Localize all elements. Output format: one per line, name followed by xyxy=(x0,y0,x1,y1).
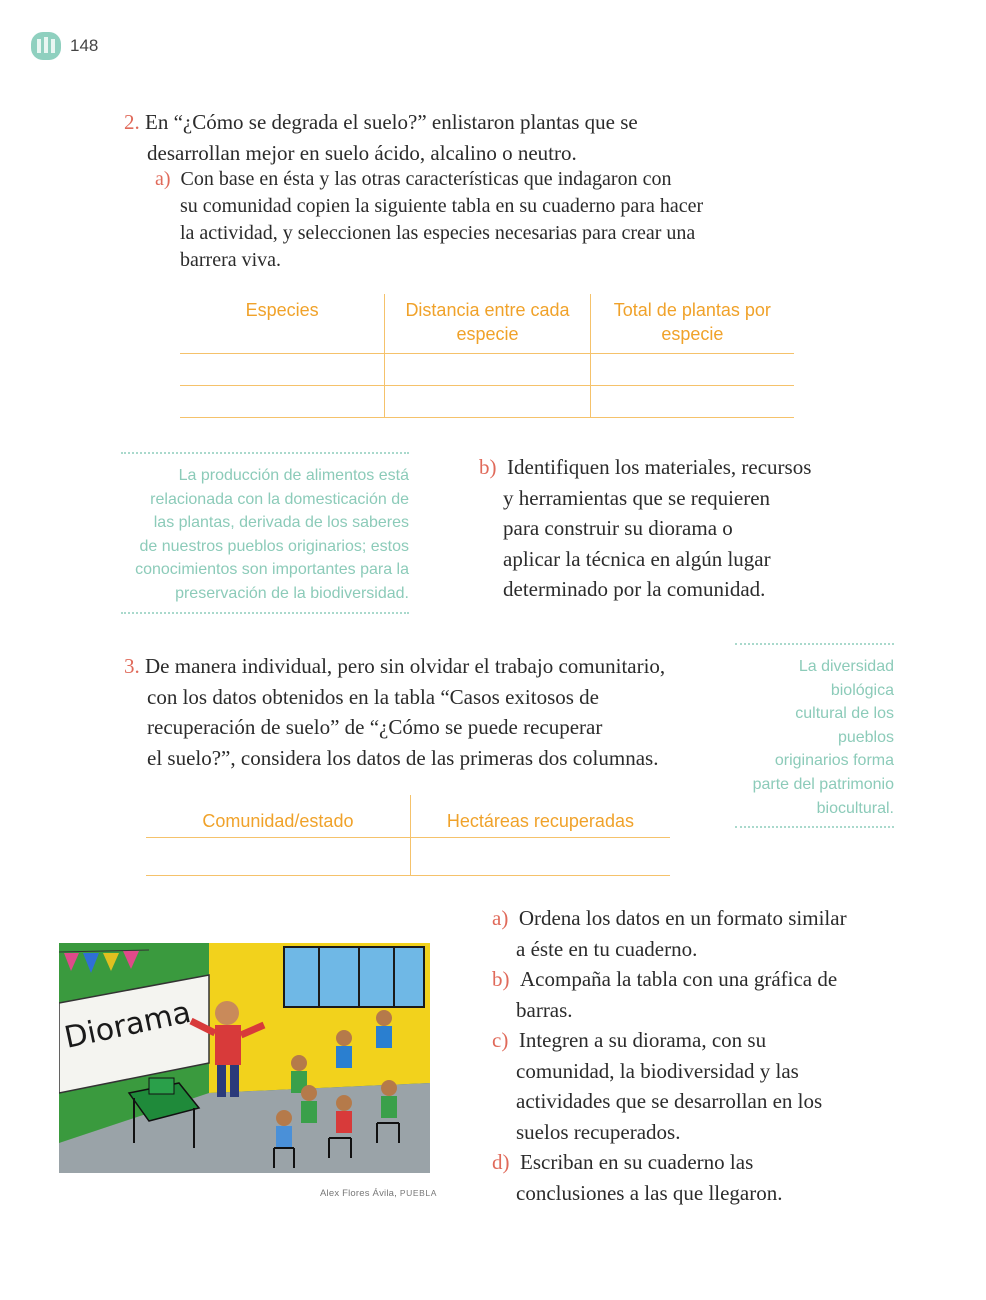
item-text: Acompaña la tabla con una gráfica de xyxy=(520,967,838,991)
question-text: desarrollan mejor en suelo ácido, alcalino o neutro. xyxy=(147,140,577,165)
sidenote-line: las plantas, derivada de los saberes xyxy=(153,514,409,532)
diorama-illustration xyxy=(59,943,430,1173)
question-number: 2. xyxy=(124,110,140,134)
item-text: comunidad, la biodiversidad y las xyxy=(516,1058,799,1083)
sidenote-biocultural xyxy=(735,643,894,828)
question-2 xyxy=(124,107,744,168)
sidenote-line: biocultural. xyxy=(816,799,894,817)
question-3 xyxy=(124,651,714,773)
table-row xyxy=(180,385,794,417)
item-2a xyxy=(155,166,755,274)
item-marker: b) xyxy=(479,455,497,479)
item-marker: d) xyxy=(492,1150,510,1174)
item-text: y herramientas que se requieren xyxy=(503,485,771,510)
item-text: actividades que se desarrollan en los xyxy=(516,1089,823,1113)
page-number: 148 xyxy=(70,36,99,55)
sidenote-line: La producción de alimentos está xyxy=(178,467,409,484)
item-text: a éste en tu cuaderno. xyxy=(516,936,698,961)
table-header: Total de plantas por especie xyxy=(590,294,794,353)
item-text: barrera viva. xyxy=(180,249,282,271)
item-text: su comunidad copien la siguiente tabla en su cuaderno para hacer xyxy=(180,195,704,217)
item-text: barras. xyxy=(516,997,573,1022)
item-text: suelos recuperados. xyxy=(516,1119,681,1144)
illustration-credit: Alex Flores Ávila, PUEBLA xyxy=(320,1188,437,1199)
sidenote-line: de nuestros pueblos originarios; estos xyxy=(139,537,409,555)
item-marker: c) xyxy=(492,1028,509,1052)
item-text: conclusiones a las que llegaron. xyxy=(516,1180,783,1205)
item-text: Con base en ésta y las otras características que indagaron con xyxy=(180,168,672,190)
sidenote-line: preservación de la biodiversidad. xyxy=(175,584,409,602)
sidenote-line: conocimientos son importantes para la xyxy=(135,561,409,579)
question-text: En “¿Cómo se degrada el suelo?” enlistaron plantas que se xyxy=(145,110,638,134)
item-marker: a) xyxy=(155,168,171,190)
question-text: con los datos obtenidos en la tabla “Casos exitosos de xyxy=(147,684,600,709)
item-text: para construir su diorama o xyxy=(503,516,733,540)
item-text: Ordena los datos en un formato similar xyxy=(518,906,847,930)
sidenote-biodiversity xyxy=(121,452,409,614)
board-text: Diorama xyxy=(61,994,194,1056)
question-3-items xyxy=(492,903,882,1208)
sidenote-line: parte del patrimonio xyxy=(752,775,894,793)
item-text: determinado por la comunidad. xyxy=(503,577,766,601)
table-header: Distancia entre cada especie xyxy=(385,294,590,353)
item-marker: a) xyxy=(492,906,509,930)
item-marker: b) xyxy=(492,967,510,991)
table-header: Comunidad/estado xyxy=(146,795,410,837)
question-text: el suelo?”, considera los datos de las primeras dos columnas. xyxy=(147,745,659,770)
table-row xyxy=(180,353,794,385)
item-2b xyxy=(479,452,839,605)
sidenote-line: relacionada con la domesticación de xyxy=(150,490,409,508)
sidenote-line: La diversidad biológica xyxy=(798,658,894,699)
book-logo-icon xyxy=(31,32,61,60)
table-header: Especies xyxy=(180,294,385,353)
item-text: Escriban en su cuaderno las xyxy=(520,1150,754,1174)
item-text: la actividad, y seleccionen las especies necesarias para crear una xyxy=(180,222,696,244)
species-table xyxy=(180,294,794,418)
item-text: aplicar la técnica en algún lugar xyxy=(503,546,771,571)
sidenote-line: cultural de los pueblos xyxy=(795,705,894,746)
item-text: Integren a su diorama, con su xyxy=(518,1028,767,1052)
question-number: 3. xyxy=(124,654,140,678)
table-header: Hectáreas recuperadas xyxy=(410,795,670,837)
question-text: De manera individual, pero sin olvidar el trabajo comunitario, xyxy=(145,654,666,678)
recovery-table xyxy=(146,795,670,876)
table-row xyxy=(146,837,670,875)
sidenote-line: originarios forma xyxy=(774,752,894,770)
question-text: recuperación de suelo” de “¿Cómo se puede recuperar xyxy=(147,715,603,739)
item-text: Identifiquen los materiales, recursos xyxy=(507,455,812,479)
